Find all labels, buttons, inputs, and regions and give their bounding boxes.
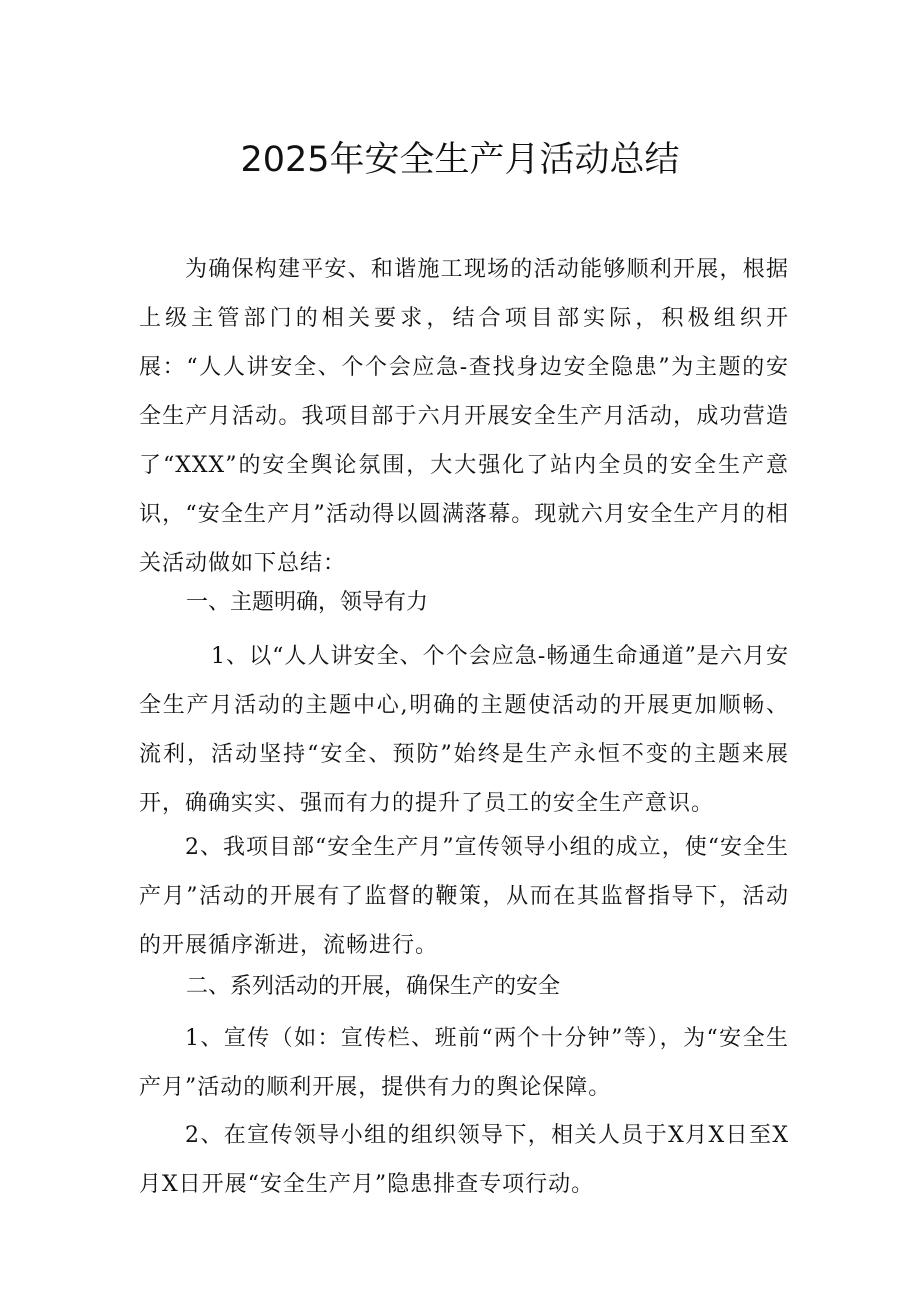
section-1-paragraph-2: 2、我项目部“安全生产月”宣传领导小组的成立，使“安全生产月”活动的开展有了监督的鞭策，从而在其监督指导下，活动的开展循序渐进，流畅进行。 (139, 835, 789, 958)
section-2-paragraph-2: 2、在宣传领导小组的组织领导下，相关人员于X月X日至X月X日开展“安全生产月”隐患排查专项行动。 (139, 1123, 789, 1197)
section-1-paragraph-1: 1、以“人人讲安全、个个会应急-畅通生命通道”是六月安全生产月活动的主题中心,明确的主题使活动的开展更加顺畅、流利，活动坚持“安全、预防”始终是生产永恒不变的主题来展开，确确实实、强而有力的提升了员工的安全生产意识。 (139, 644, 789, 816)
document-title: 2025年安全生产月活动总结 (240, 140, 680, 180)
section-heading-1: 一、主题明确，领导有力 (186, 590, 429, 615)
section-2-paragraph-1: 1、宣传（如：宣传栏、班前“两个十分钟”等），为“安全生产月”活动的顺利开展，提供有力的舆论保障。 (139, 1026, 789, 1100)
section-heading-2: 二、系列活动的开展，确保生产的安全 (186, 974, 561, 999)
intro-paragraph: 为确保构建平安、和谐施工现场的活动能够顺利开展，根据上级主管部门的相关要求，结合项目部实际，积极组织开展：“人人讲安全、个个会应急-查找身边安全隐患”为主题的安全生产月活动。我项目部于六月开展安全生产月活动，成功营造了“XXX”的安全舆论氛围，大大强化了站内全员的安全生产意识，“安全生产月”活动得以圆满落幕。现就六月安全生产月的相关活动做如下总结： (139, 257, 789, 576)
